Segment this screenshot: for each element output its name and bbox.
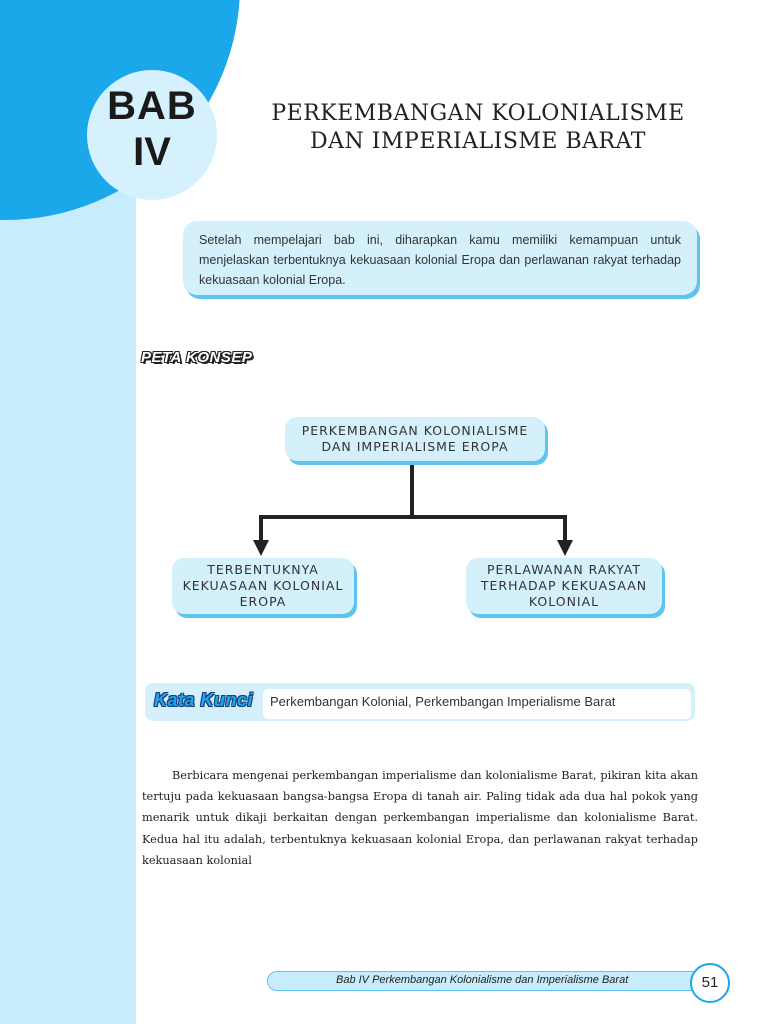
concept-root-line1: PERKEMBANGAN KOLONIALISME (301, 423, 529, 438)
concept-left-box (172, 558, 354, 614)
footer-running-title: Bab IV Perkembangan Kolonialisme dan Imperialisme Barat (336, 974, 629, 986)
page-number: 51 (690, 963, 730, 1003)
concept-root-box (285, 417, 545, 461)
concept-right-line3: KOLONIAL (528, 594, 600, 609)
learning-objective-box: Setelah mempelajari bab ini, diharapkan kamu memiliki kemampuan untuk menjelaskan terbentuknya kekuasaan kolonial Eropa dan perlawanan rakyat terhadap kekuasaan kolonial Eropa. (183, 221, 697, 295)
concept-right-line2: TERHADAP KEKUASAAN (480, 578, 648, 593)
chapter-label: BAB (107, 84, 197, 128)
chapter-title-line1: PERKEMBANGAN KOLONIALISME (271, 101, 685, 126)
body-paragraph: Berbicara mengenai perkembangan imperialisme dan kolonialisme Barat, pikiran kita akan tertuju pada kekuasaan bangsa-bangsa Eropa di tanah air. Paling tidak ada dua hal pokok yang menarik untuk dikaji berkaitan dengan perkembangan imperialisme dan kolonialisme Barat. Kedua hal itu adalah, terbentuknya kekuasaan kolonial Eropa, dan perlawanan rakyat terhadap kekuasaan kolonial (142, 769, 698, 867)
concept-right-box (466, 558, 662, 614)
keywords-label: Kata Kunci (154, 690, 254, 710)
concept-right-line1: PERLAWANAN RAKYAT (486, 562, 642, 577)
concept-root-line2: DAN IMPERIALISME EROPA (321, 439, 509, 454)
arrow-left-head (253, 540, 269, 556)
concept-left-line3: EROPA (239, 594, 287, 609)
concept-left-line1: TERBENTUKNYA (207, 562, 319, 577)
chapter-title-line2: DAN IMPERIALISME BARAT (310, 129, 646, 154)
keywords-text: Perkembangan Kolonial, Perkembangan Imperialisme Barat (270, 694, 616, 709)
arrow-right-head (557, 540, 573, 556)
chapter-number: IV (133, 130, 171, 174)
concept-map-heading: PETA KONSEP (141, 349, 253, 366)
concept-left-line2: KEKUASAAN KOLONIAL (182, 578, 344, 593)
